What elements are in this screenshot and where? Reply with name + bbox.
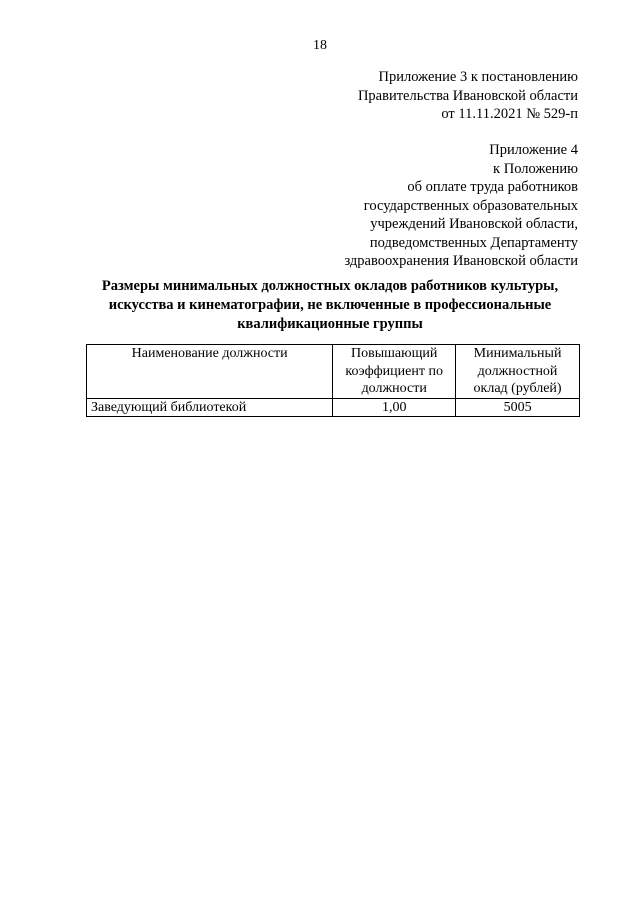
cell-position: Заведующий библиотекой xyxy=(87,398,333,417)
appendix-4-reference xyxy=(344,141,578,271)
appendix-4-line: Приложение 4 xyxy=(489,142,578,158)
appendix-4-line: государственных образовательных xyxy=(363,197,578,214)
appendix-3-line: от 11.11.2021 № 529-п xyxy=(441,106,578,122)
appendix-4-line: учреждений Ивановской области, xyxy=(370,216,578,232)
heading-line: квалификационные группы xyxy=(237,316,423,332)
cell-coefficient: 1,00 xyxy=(333,398,456,417)
column-header-position: Наименование должности xyxy=(87,345,333,399)
salary-table xyxy=(86,344,580,417)
column-header-salary: Минимальный должностной оклад (рублей) xyxy=(456,345,580,399)
appendix-4-line: здравоохранения Ивановской области xyxy=(344,253,578,269)
appendix-4-line: об оплате труда работников xyxy=(407,179,578,195)
table-header-row xyxy=(87,345,580,399)
column-header-coefficient: Повышающий коэффициент по должности xyxy=(333,345,456,399)
appendix-3-line: Приложение 3 к постановлению xyxy=(378,69,578,85)
heading-line: Размеры минимальных должностных окладов работников культуры, xyxy=(101,278,559,294)
appendix-4-line: к Положению xyxy=(493,160,578,177)
page-number: 18 xyxy=(313,38,327,53)
table-row xyxy=(87,398,580,417)
appendix-3-line: Правительства Ивановской области xyxy=(357,87,578,104)
heading-line: искусства и кинематографии, не включенные в профессиональные xyxy=(108,297,552,313)
appendix-3-reference xyxy=(358,68,578,124)
document-heading xyxy=(80,277,580,334)
appendix-4-line: подведомственных Департаменту xyxy=(369,234,578,251)
cell-salary: 5005 xyxy=(456,398,580,417)
